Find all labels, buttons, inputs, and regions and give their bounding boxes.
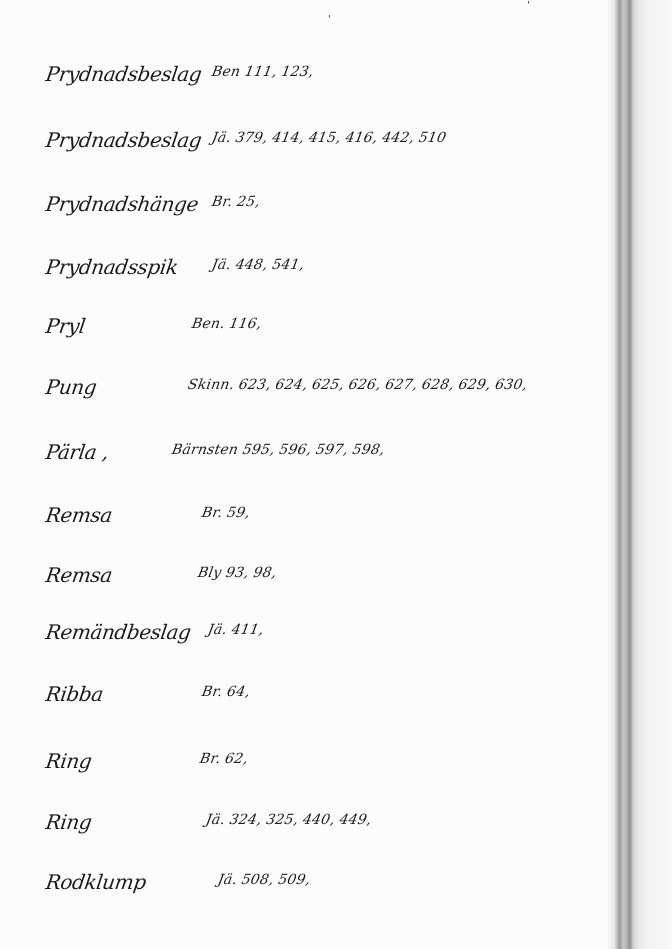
book-binding-edge	[608, 0, 672, 949]
entry-reference: Br. 59,	[200, 505, 252, 521]
entry-word: Pung	[44, 375, 99, 399]
entry-word: Ring	[44, 749, 94, 773]
entry-reference: Jä. 508, 509,	[216, 872, 312, 888]
entry-reference: Br. 62,	[198, 751, 250, 767]
entry-word: Remsa	[44, 503, 114, 527]
entry-reference: Br. 64,	[200, 684, 252, 700]
entry-word: Prydnadsbeslag	[44, 128, 204, 152]
ink-speck: '	[328, 14, 331, 25]
entry-word: Prydnadsbeslag	[44, 62, 204, 86]
entry-reference: Bärnsten 595, 596, 597, 598,	[170, 442, 386, 458]
entry-reference: Jä. 411,	[206, 622, 266, 638]
entry-word: Pärla ,	[44, 440, 110, 464]
entry-reference: Ben 111, 123,	[210, 64, 315, 80]
entry-word: Rodklump	[44, 870, 148, 894]
entry-reference: Bly 93, 98,	[196, 565, 278, 581]
entry-reference: Jä. 379, 414, 415, 416, 442, 510	[210, 130, 448, 146]
entry-reference: Skinn. 623, 624, 625, 626, 627, 628, 629, 630,	[186, 377, 529, 393]
entry-word: Ring	[44, 810, 94, 834]
entry-reference: Br. 25,	[210, 194, 262, 210]
entry-word: Prydnadshänge	[44, 192, 200, 216]
entry-word: Ribba	[44, 682, 105, 706]
entry-word: Pryl	[44, 314, 87, 338]
entry-word: Remsa	[44, 563, 114, 587]
entry-word: Prydnadsspik	[44, 255, 180, 279]
entry-reference: Jä. 448, 541,	[210, 257, 306, 273]
entry-reference: Ben. 116,	[190, 316, 263, 332]
ink-speck: '	[527, 0, 530, 11]
entry-reference: Jä. 324, 325, 440, 449,	[204, 812, 373, 828]
entry-word: Remändbeslag	[44, 620, 193, 644]
